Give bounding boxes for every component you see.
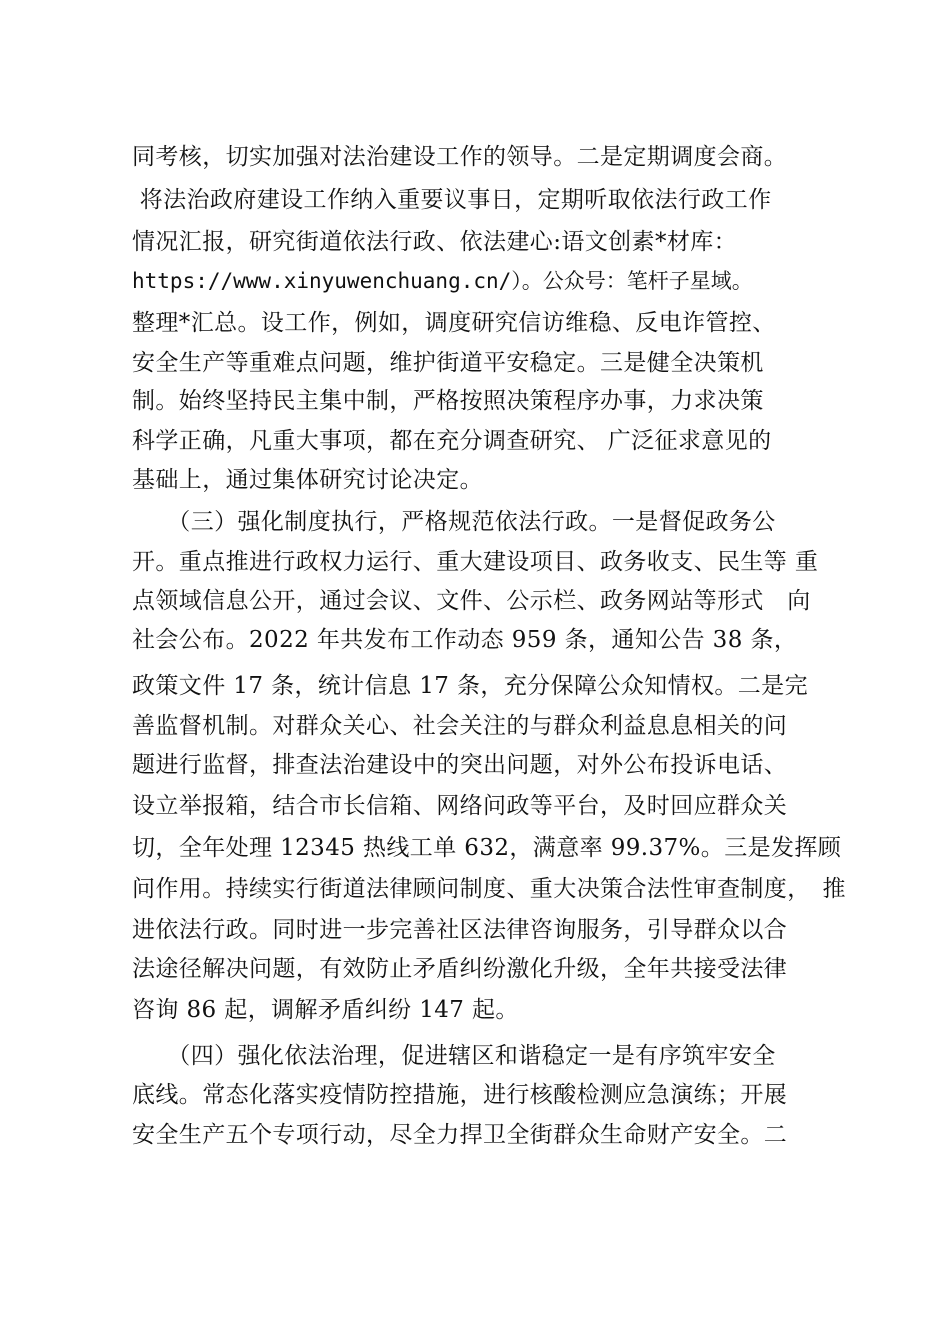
text-line: 政策文件 17 条，统计信息 17 条，充分保障公众知情权。二是完	[132, 673, 808, 699]
text-line: 科学正确，凡重大事项，都在充分调查研究、 广泛征求意见的	[132, 428, 772, 454]
text-line: 开。重点推进行政权力运行、重大建设项目、政务收支、民生等 重	[132, 549, 819, 575]
text-line: 整理*汇总。设工作，例如，调度研究信访维稳、反电诈管控、	[132, 310, 776, 336]
text-line: 同考核，切实加强对法治建设工作的领导。二是定期调度会商。	[132, 144, 788, 170]
text-line: 设立举报箱，结合市长信箱、网络问政等平台，及时回应群众关	[132, 793, 788, 819]
text-line: 切，全年处理 12345 热线工单 632，满意率 99.37%。三是发挥顾	[132, 835, 842, 861]
text-line: 情况汇报，研究街道依法行政、依法建心:语文创素*材库：	[132, 229, 738, 255]
text-line: 善监督机制。对群众关心、社会关注的与群众利益息息相关的问	[132, 713, 788, 739]
text-line: 题进行监督，排查法治建设中的突出问题，对外公布投诉电话、	[132, 752, 788, 778]
text-line: 法途径解决问题，有效防止矛盾纠纷激化升级，全年共接受法律	[132, 956, 788, 982]
paragraph-heading: （三）强化制度执行，严格规范依法行政。一是督促政务公	[132, 509, 776, 535]
text-line: https://www.xinyuwenchuang.cn/）。公众号：笔杆子星域。	[132, 269, 753, 293]
text-line: 安全生产五个专项行动，尽全力捍卫全街群众生命财产安全。二	[132, 1122, 788, 1148]
text-line: 基础上，通过集体研究讨论决定。	[132, 467, 483, 493]
text-line: 咨询 86 起，调解矛盾纠纷 147 起。	[132, 997, 519, 1023]
text-line: 底线。常态化落实疫情防控措施，进行核酸检测应急演练；开展	[132, 1082, 788, 1108]
text-line: 社会公布。2022 年共发布工作动态 959 条，通知公告 38 条，	[132, 627, 798, 653]
text-line: 点领域信息公开，通过会议、文件、公示栏、政务网站等形式 向	[132, 588, 811, 614]
text-line: 制。始终坚持民主集中制，严格按照决策程序办事，力求决策	[132, 388, 764, 414]
text-line: 将法治政府建设工作纳入重要议事日，定期听取依法行政工作	[132, 187, 772, 213]
text-line: 安全生产等重难点问题，维护街道平安稳定。三是健全决策机	[132, 350, 764, 376]
text-line: 问作用。持续实行街道法律顾问制度、重大决策合法性审查制度， 推	[132, 876, 846, 902]
text-line: 进依法行政。同时进一步完善社区法律咨询服务，引导群众以合	[132, 917, 788, 943]
paragraph-heading: （四）强化依法治理，促进辖区和谐稳定一是有序筑牢安全	[132, 1043, 776, 1069]
